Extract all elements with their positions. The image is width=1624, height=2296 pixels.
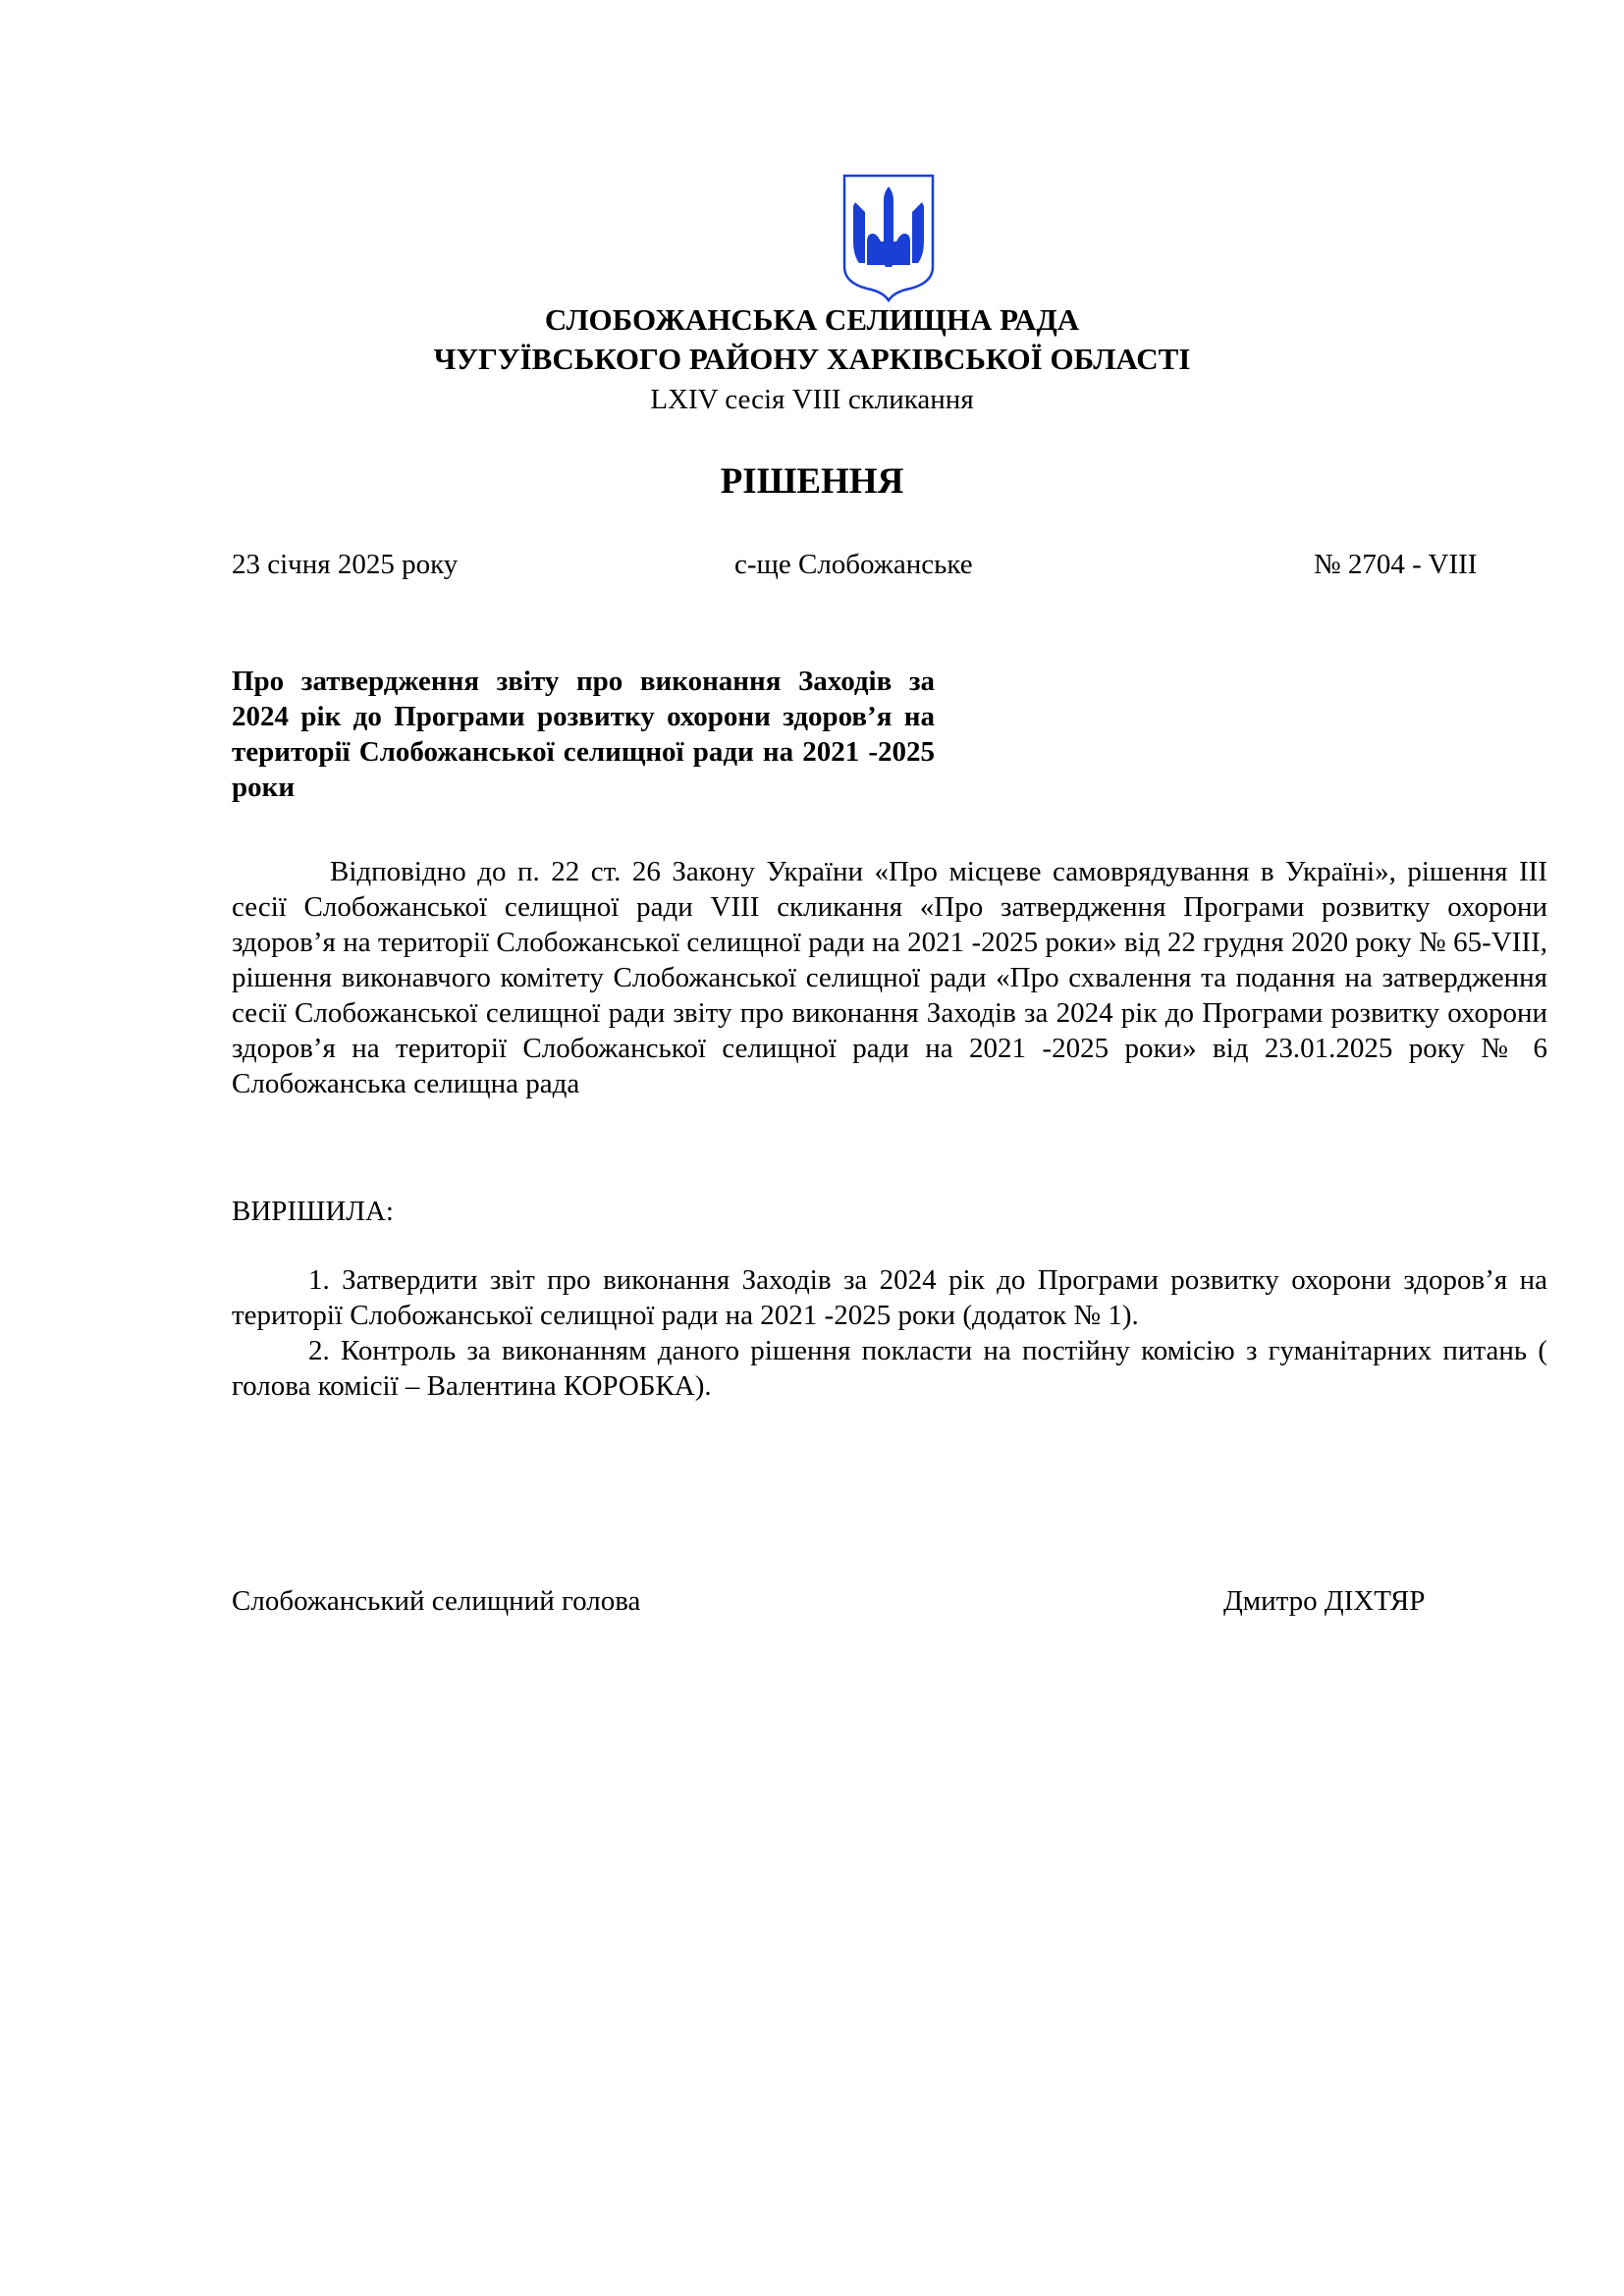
signatory-name: Дмитро ДІХТЯР (1223, 1585, 1426, 1617)
decision-item-1: 1. Затвердити звіт про виконання Заходів за 2024 рік до Програми розвитку охорони здоров’я на території Слобожанської селищної ради на 2021 -2025 роки (додаток № 1). (232, 1264, 1547, 1331)
decision-number: № 2704 - VIII (1314, 549, 1478, 580)
decision-items (232, 1262, 1547, 1404)
session-line: LXIV сесія VIII скликання (650, 384, 974, 415)
coat-of-arms-trident-icon (841, 173, 936, 303)
document-type-title: РІШЕННЯ (720, 461, 904, 502)
district-name: ЧУГУЇВСЬКОГО РАЙОНУ ХАРКІВСЬКОЇ ОБЛАСТІ (433, 342, 1191, 376)
signature-row (232, 1582, 1547, 1622)
decision-place: с-ще Слобожанське (734, 549, 973, 580)
decision-meta-row (232, 546, 1508, 585)
council-name: СЛОБОЖАНСЬКА СЕЛИЩНА РАДА (544, 302, 1080, 337)
signatory-position: Слобожанський селищний голова (232, 1585, 641, 1617)
decision-subject: Про затвердження звіту про виконання Заходів за 2024 рік до Програми розвитку охорони здоров’я на території Слобожанської селищної ради на 2021 -2025 роки (232, 666, 935, 803)
decision-item-2: 2. Контроль за виконанням даного рішення покласти на постійну комісію з гуманітарних питань ( голова комісії – Валентина КОРОБКА). (232, 1335, 1547, 1402)
decision-preamble: Відповідно до п. 22 ст. 26 Закону України «Про місцеве самоврядування в Україні», рішення ІІІ сесії Слобожанської селищної ради VIII скликання «Про затвердження Програми розвитку охорони здоров’я на території Слобожанської селищної ради на 2021 -2025 роки» від 22 грудня 2020 року № 65-VIII, рішення виконавчого комітету Слобожанської селищної ради «Про схвалення та подання на затвердження сесії Слобожанської селищної ради звіту про виконання Заходів за 2024 рік до Програми розвитку охорони здоров’я на території Слобожанської селищної ради на 2021 -2025 роки» від 23.01.2025 року № 6 Слобожанська селищна рада (232, 856, 1547, 1099)
decision-date: 23 січня 2025 року (232, 549, 459, 580)
resolved-label: ВИРІШИЛА: (232, 1196, 394, 1227)
